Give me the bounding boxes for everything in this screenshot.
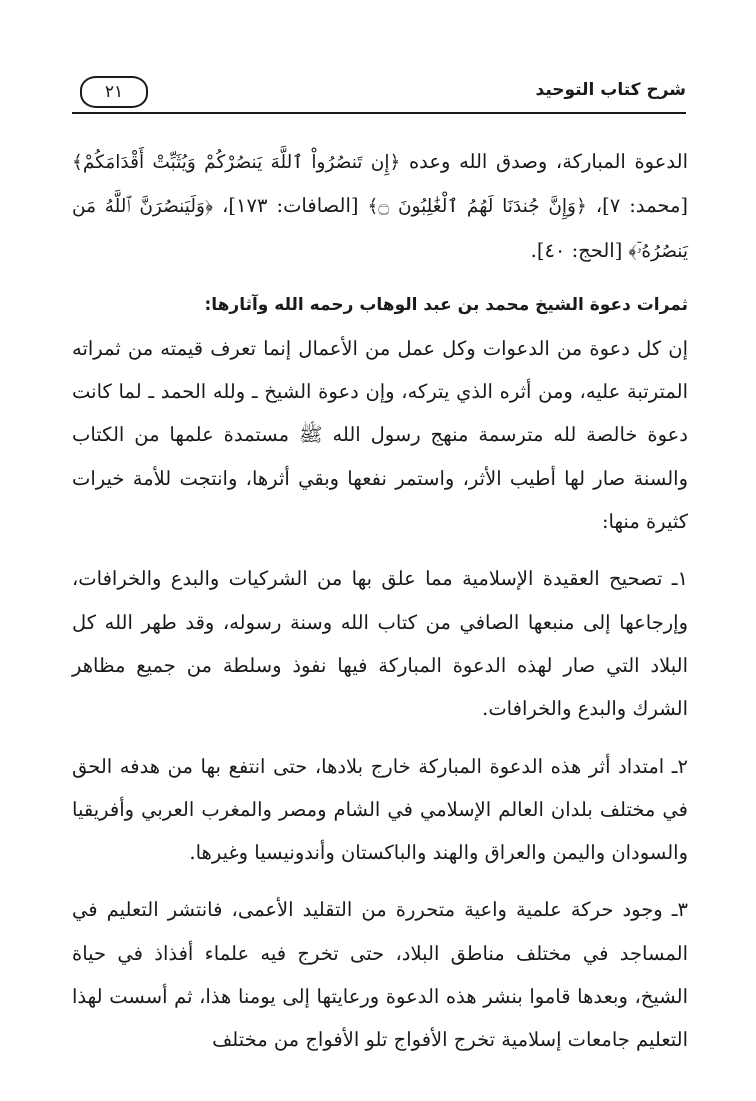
section-heading: ثمرات دعوة الشيخ محمد بن عبد الوهاب رحمه الله وآثارها: — [204, 294, 688, 315]
verse-reference-saffat: [الصافات: ١٧٣]، — [213, 194, 368, 218]
verse-reference-hajj: [الحج: ٤٠]. — [530, 238, 629, 262]
list-item: ١ـ تصحيح العقيدة الإسلامية مما علق بها من الشركيات والبدع والخرافات، وإرجاعها إلى منبعها الصافي من كتاب الله وسنة رسوله، وقد طهر الله كل البلاد التي صار لهذه الدعوة المباركة فيها نفوذ وسلطة من جميع مظاهر الشرك والبدع والخرافات. — [72, 567, 688, 721]
list-item: ٢ـ امتداد أثر هذه الدعوة المباركة خارج بلادها، حتى انتفع بها من هدفه الحق في مختلف بلدان العالم الإسلامي في الشام ومصر والمغرب العربي وأفريقيا والسودان واليمن والعراق والهند والباكستان وأندونيسيا وغيرها. — [72, 754, 688, 865]
intro-paragraph — [72, 140, 688, 273]
quran-verse-hajj: ﴿وَلَيَنصُرَنَّ ٱللَّهُ مَن يَنصُرُهُۥٓ﴾ — [72, 196, 688, 262]
page-number-badge — [80, 76, 148, 108]
book-title: شرح كتاب التوحيد — [535, 80, 686, 100]
header-divider — [72, 112, 686, 114]
page-body — [72, 140, 688, 1062]
section-intro-paragraph: إن كل دعوة من الدعوات وكل عمل من الأعمال إنما تعرف قيمته من ثمراته المترتبة عليه، ومن أثره الذي يتركه، وإن دعوة الشيخ ـ ولله الحمد ـ لما كانت دعوة خالصة لله مترسمة منهج رسول الله ﷺ مستمدة علمها من الكتاب والسنة صار لها أطيب الأثر، واستمر نفعها وبقي أثرها، وانتجت للأمة خيرات كثيرة منها: — [72, 336, 688, 534]
quran-verse-muhammad: ﴿إِن تَنصُرُواْ ٱللَّهَ يَنصُرْكُمْ وَيُثَبِّتْ أَقْدَامَكُمْ﴾ — [72, 152, 401, 173]
page-header — [72, 74, 686, 114]
quran-verse-saffat: ﴿وَإِنَّ جُندَنَا لَهُمُ ٱلْغَٰلِبُونَ ۝﴾ — [367, 196, 587, 218]
list-item: ٣ـ وجود حركة علمية واعية متحررة من التقليد الأعمى، فانتشر التعليم في المساجد في مختلف مناطق البلاد، حتى تخرج فيه علماء أفذاذ في حياة الشيخ، وبعدها قاموا بنشر هذه الدعوة ورعايتها إلى يومنا هذا، ثم أسست لهذا التعليم جامعات إسلامية تخرج الأفواج تلو الأفواج من مختلف — [72, 898, 688, 1052]
intro-text: الدعوة المباركة، وصدق الله وعده — [400, 150, 688, 173]
page-number: ٢١ — [104, 82, 124, 102]
verse-reference-muhammad: [محمد: ٧]، — [586, 194, 689, 218]
